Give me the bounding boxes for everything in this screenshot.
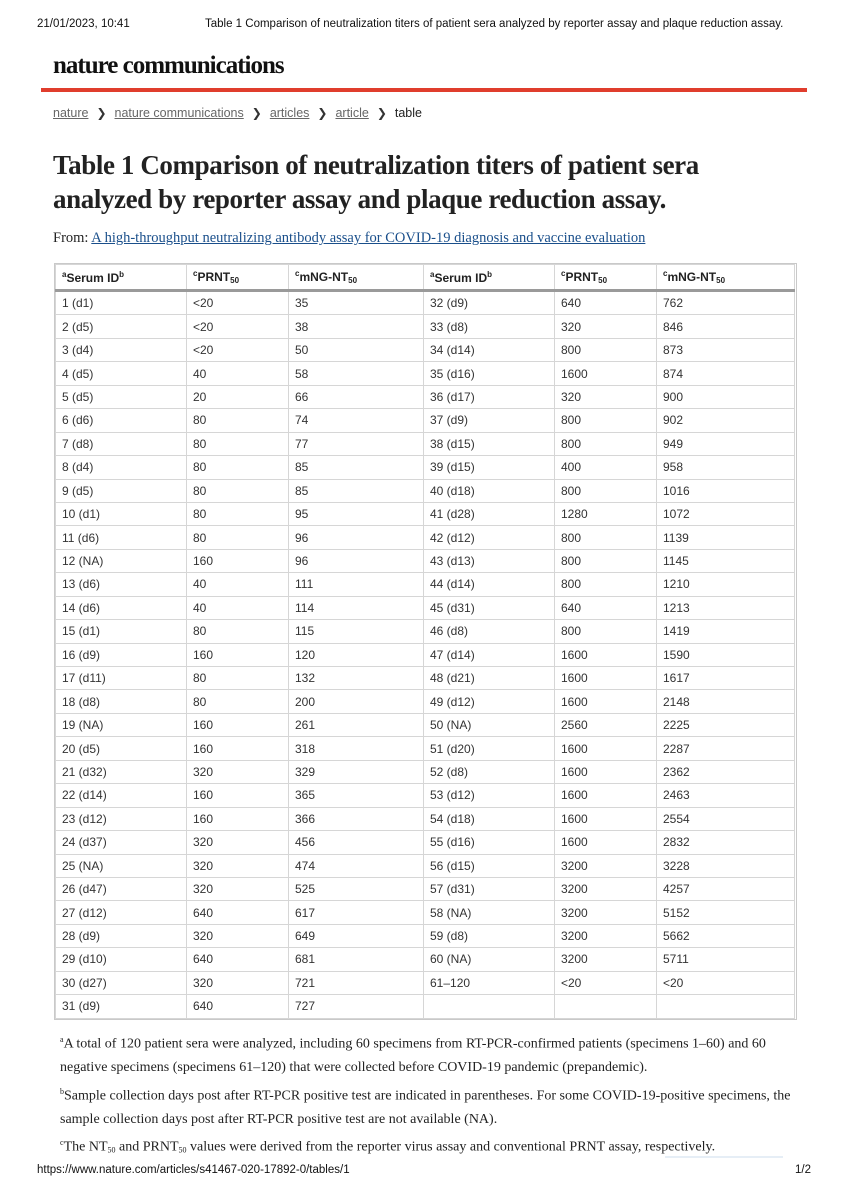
table-cell: 27 (d12): [56, 901, 187, 924]
table-cell: 1139: [657, 526, 795, 549]
table-cell: 38 (d15): [424, 432, 555, 455]
table-cell: 42 (d12): [424, 526, 555, 549]
table-row: [56, 901, 795, 924]
table-cell: 80: [187, 479, 289, 502]
table-row: [56, 643, 795, 666]
table-cell: 721: [289, 971, 424, 994]
page-title: Table 1 Comparison of neutralization titers of patient sera analyzed by reporter assay and plaque reduction assay.: [53, 150, 699, 214]
column-header: [289, 265, 424, 291]
table-cell: 456: [289, 831, 424, 854]
table-cell: 111: [289, 573, 424, 596]
table-cell: 5711: [657, 948, 795, 971]
table-cell: 320: [187, 854, 289, 877]
table-cell: 49 (d12): [424, 690, 555, 713]
table-cell: 80: [187, 456, 289, 479]
table-cell: 20: [187, 385, 289, 408]
table-cell: 30 (d27): [56, 971, 187, 994]
table-row: [56, 385, 795, 408]
table-cell: 10 (d1): [56, 502, 187, 525]
table-cell: 80: [187, 620, 289, 643]
table-cell: 40: [187, 596, 289, 619]
table-cell: 40 (d18): [424, 479, 555, 502]
table-cell: 617: [289, 901, 424, 924]
table-cell: 15 (d1): [56, 620, 187, 643]
table-row: [56, 549, 795, 572]
brand-divider: [41, 88, 807, 92]
header-subscript: 50: [598, 276, 608, 285]
table-cell: 320: [187, 971, 289, 994]
table-cell: 19 (NA): [56, 713, 187, 736]
table-cell: 23 (d12): [56, 807, 187, 830]
table-cell: 45 (d31): [424, 596, 555, 619]
source-article: [53, 230, 645, 247]
table-cell: 320: [187, 760, 289, 783]
table-row: [56, 479, 795, 502]
table-cell: 8 (d4): [56, 456, 187, 479]
table-cell: 20 (d5): [56, 737, 187, 760]
table-cell: 2362: [657, 760, 795, 783]
table-row: [56, 784, 795, 807]
header-footnote-mark: c: [663, 269, 668, 278]
header-label: mNG-NT: [299, 270, 349, 284]
table-cell: 2554: [657, 807, 795, 830]
table-cell: <20: [187, 291, 289, 315]
table-cell: 400: [555, 456, 657, 479]
header-subscript: 50: [716, 276, 726, 285]
table-cell: 74: [289, 409, 424, 432]
table-cell: 1600: [555, 737, 657, 760]
table-cell: 51 (d20): [424, 737, 555, 760]
table-cell: 22 (d14): [56, 784, 187, 807]
table-cell: 50: [289, 338, 424, 361]
table-cell: 640: [187, 948, 289, 971]
table-cell: <20: [187, 315, 289, 338]
table-cell: 12 (NA): [56, 549, 187, 572]
print-doc-title: Table 1 Comparison of neutralization titers of patient sera analyzed by reporter assay and plaque reduction assay.: [205, 18, 784, 30]
table-cell: 11 (d6): [56, 526, 187, 549]
table-cell: 1213: [657, 596, 795, 619]
table-cell: 55 (d16): [424, 831, 555, 854]
breadcrumb-article[interactable]: article: [335, 106, 369, 120]
table-cell: 29 (d10): [56, 948, 187, 971]
table-cell: 40: [187, 362, 289, 385]
table-cell: 120: [289, 643, 424, 666]
column-header: [187, 265, 289, 291]
table-cell: 4257: [657, 877, 795, 900]
table-cell: 1210: [657, 573, 795, 596]
table-cell: 9 (d5): [56, 479, 187, 502]
footnote-b-mark: b: [60, 1086, 64, 1096]
table-cell: 318: [289, 737, 424, 760]
table-cell: 34 (d14): [424, 338, 555, 361]
table-cell: 649: [289, 924, 424, 947]
header-footnote-mark: c: [193, 269, 198, 278]
table-cell: 18 (d8): [56, 690, 187, 713]
table-cell: 132: [289, 667, 424, 690]
table-cell: 1617: [657, 667, 795, 690]
table-cell: 95: [289, 502, 424, 525]
table-cell: 85: [289, 479, 424, 502]
table-cell: 160: [187, 713, 289, 736]
table-cell: 77: [289, 432, 424, 455]
table-footnotes: [60, 1028, 800, 1162]
table-cell: 96: [289, 526, 424, 549]
table-cell: 114: [289, 596, 424, 619]
table-row: [56, 526, 795, 549]
table-cell: 958: [657, 456, 795, 479]
table-cell: [657, 995, 795, 1018]
print-url: https://www.nature.com/articles/s41467-020-17892-0/tables/1: [37, 1164, 350, 1176]
table-cell: 25 (NA): [56, 854, 187, 877]
table-cell: 28 (d9): [56, 924, 187, 947]
table-cell: 46 (d8): [424, 620, 555, 643]
table-row: [56, 409, 795, 432]
table-cell: 640: [555, 291, 657, 315]
table-row: [56, 995, 795, 1018]
footnote-a-text: A total of 120 patient sera were analyzed, including 60 specimens from RT-PCR-confirmed patients (specimens 1–60) and 60 negative specimens (specimens 61–120) that were collected before COVID-19 pandemic (prepandemic).: [60, 1036, 766, 1076]
header-label: PRNT: [197, 270, 231, 284]
footnote-a: [60, 1028, 800, 1080]
table-cell: 5 (d5): [56, 385, 187, 408]
table-cell: 43 (d13): [424, 549, 555, 572]
table-cell: 727: [289, 995, 424, 1018]
table-cell: [424, 995, 555, 1018]
table-cell: 52 (d8): [424, 760, 555, 783]
table-cell: 800: [555, 620, 657, 643]
table-cell: 41 (d28): [424, 502, 555, 525]
table-row: [56, 432, 795, 455]
table-row: [56, 502, 795, 525]
table-row: [56, 877, 795, 900]
table-cell: 3200: [555, 924, 657, 947]
table-cell: 32 (d9): [424, 291, 555, 315]
table-cell: 80: [187, 667, 289, 690]
header-footnote-mark: c: [561, 269, 566, 278]
table-cell: 1600: [555, 667, 657, 690]
table-cell: 56 (d15): [424, 854, 555, 877]
table-cell: 2148: [657, 690, 795, 713]
table-cell: 474: [289, 854, 424, 877]
table-cell: 36 (d17): [424, 385, 555, 408]
table-cell: 873: [657, 338, 795, 361]
footnote-c-sub-1: 50: [107, 1145, 116, 1155]
table-cell: 39 (d15): [424, 456, 555, 479]
footnote-c-text-3: values were derived from the reporter virus assay and conventional PRNT assay, respectively.: [186, 1139, 716, 1155]
column-header: [657, 265, 795, 291]
footnote-c-text-1: The NT: [63, 1139, 108, 1155]
table-row: [56, 854, 795, 877]
print-page-number: 1/2: [795, 1164, 811, 1176]
table-cell: 24 (d37): [56, 831, 187, 854]
chevron-right-icon: ❯: [96, 106, 107, 120]
table-cell: 800: [555, 573, 657, 596]
table-cell: 681: [289, 948, 424, 971]
footnote-b-text: Sample collection days post after RT-PCR positive test are indicated in parentheses. For some COVID-19-positive specimens, the sample collection days post after RT-PCR positive test are not available (NA).: [60, 1088, 791, 1127]
table-cell: <20: [187, 338, 289, 361]
table-cell: 800: [555, 338, 657, 361]
table-cell: 17 (d11): [56, 667, 187, 690]
table-cell: 4 (d5): [56, 362, 187, 385]
header-subscript: 50: [230, 276, 240, 285]
table-cell: 53 (d12): [424, 784, 555, 807]
table-cell: 1600: [555, 643, 657, 666]
table-cell: 1600: [555, 362, 657, 385]
table-cell: 160: [187, 807, 289, 830]
table-cell: 762: [657, 291, 795, 315]
table-cell: 160: [187, 643, 289, 666]
table-cell: 48 (d21): [424, 667, 555, 690]
table-row: [56, 456, 795, 479]
chevron-right-icon: ❯: [376, 106, 387, 120]
table-cell: 57 (d31): [424, 877, 555, 900]
header-subscript: 50: [348, 276, 358, 285]
table-cell: 16 (d9): [56, 643, 187, 666]
table-row: [56, 596, 795, 619]
table-cell: 800: [555, 432, 657, 455]
table-cell: 96: [289, 549, 424, 572]
table-cell: 50 (NA): [424, 713, 555, 736]
table-row: [56, 291, 795, 315]
table-cell: 846: [657, 315, 795, 338]
table-cell: 640: [555, 596, 657, 619]
table-header-row: [56, 265, 795, 291]
table-cell: 1419: [657, 620, 795, 643]
breadcrumb-articles[interactable]: articles: [269, 106, 310, 120]
table-cell: 2463: [657, 784, 795, 807]
table-cell: 800: [555, 549, 657, 572]
table-cell: 1600: [555, 784, 657, 807]
table-cell: 160: [187, 784, 289, 807]
table-cell: 1600: [555, 831, 657, 854]
table-cell: 38: [289, 315, 424, 338]
column-header: [56, 265, 187, 291]
table-cell: 2225: [657, 713, 795, 736]
column-header: [424, 265, 555, 291]
table-cell: 800: [555, 409, 657, 432]
table-cell: 80: [187, 432, 289, 455]
table-row: [56, 315, 795, 338]
table-cell: 26 (d47): [56, 877, 187, 900]
table-cell: 47 (d14): [424, 643, 555, 666]
table-cell: 115: [289, 620, 424, 643]
titer-table: [55, 264, 795, 1019]
table-cell: 3200: [555, 854, 657, 877]
footnote-a-mark: a: [60, 1035, 64, 1044]
table-cell: 1600: [555, 760, 657, 783]
table-row: [56, 737, 795, 760]
table-cell: 44 (d14): [424, 573, 555, 596]
header-footnote-mark: a: [62, 269, 67, 279]
chevron-right-icon: ❯: [317, 106, 328, 120]
table-cell: 13 (d6): [56, 573, 187, 596]
table-cell: 1016: [657, 479, 795, 502]
table-cell: 320: [555, 385, 657, 408]
table-cell: 160: [187, 737, 289, 760]
table-cell: 900: [657, 385, 795, 408]
table-cell: 1600: [555, 807, 657, 830]
table-body: [56, 291, 795, 1019]
titer-table-container: [54, 263, 797, 1020]
footer-decoration: [665, 1156, 783, 1158]
table-cell: 1280: [555, 502, 657, 525]
table-cell: 35 (d16): [424, 362, 555, 385]
table-row: [56, 971, 795, 994]
table-cell: 1600: [555, 690, 657, 713]
table-cell: 37 (d9): [424, 409, 555, 432]
header-label: PRNT: [565, 270, 599, 284]
footnote-c-sub-2: 50: [178, 1145, 187, 1155]
table-cell: 800: [555, 479, 657, 502]
table-cell: 3200: [555, 948, 657, 971]
table-cell: 200: [289, 690, 424, 713]
table-cell: 160: [187, 549, 289, 572]
table-cell: 800: [555, 526, 657, 549]
table-row: [56, 338, 795, 361]
table-cell: 66: [289, 385, 424, 408]
table-cell: 60 (NA): [424, 948, 555, 971]
table-cell: 949: [657, 432, 795, 455]
table-cell: 85: [289, 456, 424, 479]
table-cell: 1 (d1): [56, 291, 187, 315]
footnote-c-text-2: and PRNT: [115, 1139, 179, 1155]
table-cell: 320: [187, 831, 289, 854]
table-cell: 35: [289, 291, 424, 315]
brand-logo[interactable]: nature communications: [53, 52, 284, 79]
table-row: [56, 620, 795, 643]
table-cell: 2560: [555, 713, 657, 736]
table-cell: 3200: [555, 877, 657, 900]
column-header: [555, 265, 657, 291]
table-row: [56, 690, 795, 713]
table-cell: 6 (d6): [56, 409, 187, 432]
header-label: mNG-NT: [667, 270, 717, 284]
table-cell: <20: [657, 971, 795, 994]
table-row: [56, 924, 795, 947]
table-cell: 1590: [657, 643, 795, 666]
table-cell: 365: [289, 784, 424, 807]
table-cell: 902: [657, 409, 795, 432]
table-cell: 320: [187, 877, 289, 900]
footnote-c-mark: c: [60, 1138, 64, 1148]
source-article-link[interactable]: A high-throughput neutralizing antibody assay for COVID-19 diagnosis and vaccine evaluation: [91, 230, 646, 246]
table-cell: 1145: [657, 549, 795, 572]
table-cell: 525: [289, 877, 424, 900]
table-cell: 80: [187, 502, 289, 525]
table-cell: 329: [289, 760, 424, 783]
table-cell: 54 (d18): [424, 807, 555, 830]
header-footnote-mark: b: [119, 269, 125, 279]
chevron-right-icon: ❯: [251, 106, 262, 120]
table-cell: 640: [187, 995, 289, 1018]
table-cell: 1072: [657, 502, 795, 525]
breadcrumb-current: table: [394, 106, 422, 120]
table-cell: [555, 995, 657, 1018]
table-cell: 80: [187, 526, 289, 549]
table-cell: 80: [187, 690, 289, 713]
header-footnote-mark: c: [295, 269, 300, 278]
table-row: [56, 760, 795, 783]
table-row: [56, 831, 795, 854]
from-label: From:: [53, 230, 92, 246]
table-cell: 366: [289, 807, 424, 830]
table-cell: 7 (d8): [56, 432, 187, 455]
table-cell: 2 (d5): [56, 315, 187, 338]
print-datetime: 21/01/2023, 10:41: [37, 18, 130, 30]
table-row: [56, 948, 795, 971]
table-row: [56, 362, 795, 385]
table-cell: 640: [187, 901, 289, 924]
table-cell: 2287: [657, 737, 795, 760]
breadcrumb-nature[interactable]: nature: [53, 106, 89, 120]
footnote-b: [60, 1080, 800, 1132]
header-footnote-mark: b: [487, 269, 493, 279]
table-cell: 61–120: [424, 971, 555, 994]
table-cell: 80: [187, 409, 289, 432]
table-cell: 31 (d9): [56, 995, 187, 1018]
table-row: [56, 573, 795, 596]
table-cell: <20: [555, 971, 657, 994]
table-cell: 3228: [657, 854, 795, 877]
breadcrumb: [53, 106, 422, 120]
table-cell: 58 (NA): [424, 901, 555, 924]
table-cell: 261: [289, 713, 424, 736]
table-cell: 33 (d8): [424, 315, 555, 338]
table-cell: 14 (d6): [56, 596, 187, 619]
header-label: Serum ID: [434, 270, 488, 285]
table-cell: 320: [187, 924, 289, 947]
table-cell: 874: [657, 362, 795, 385]
header-footnote-mark: a: [430, 269, 435, 279]
table-cell: 40: [187, 573, 289, 596]
table-row: [56, 713, 795, 736]
table-cell: 5152: [657, 901, 795, 924]
breadcrumb-nature-communications[interactable]: nature communications: [114, 106, 244, 120]
table-row: [56, 807, 795, 830]
table-cell: 21 (d32): [56, 760, 187, 783]
table-row: [56, 667, 795, 690]
table-cell: 3 (d4): [56, 338, 187, 361]
table-cell: 59 (d8): [424, 924, 555, 947]
table-cell: 5662: [657, 924, 795, 947]
table-cell: 2832: [657, 831, 795, 854]
header-label: Serum ID: [66, 270, 120, 285]
table-cell: 320: [555, 315, 657, 338]
table-cell: 58: [289, 362, 424, 385]
table-cell: 3200: [555, 901, 657, 924]
